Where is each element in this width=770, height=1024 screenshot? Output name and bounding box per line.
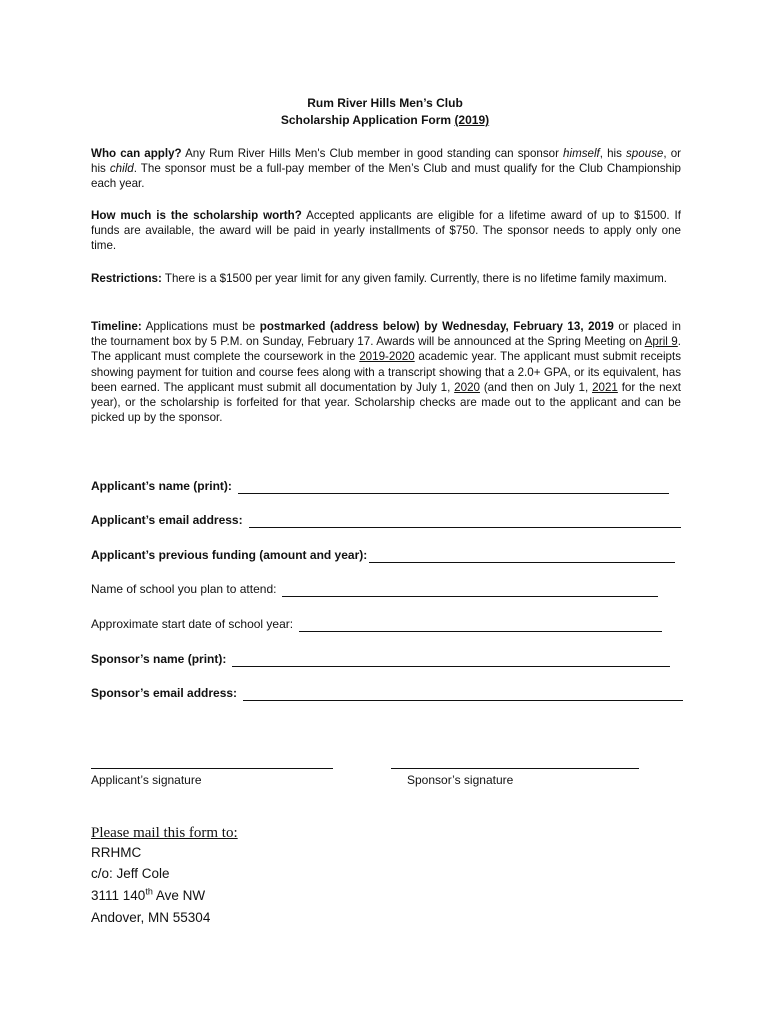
scholarship-worth-paragraph xyxy=(91,208,681,254)
previous-funding-line[interactable] xyxy=(369,550,675,563)
worth-text: Accepted applicants are eligible for a lifetime award of up to $1500. If funds are available, the award will be paid in yearly installments of $750. The sponsor needs to apply only one time. xyxy=(91,209,681,253)
school-label: Name of school you plan to attend: xyxy=(91,582,277,596)
form-title-text: Scholarship Application Form xyxy=(280,113,455,127)
applicant-name-label: Applicant’s name (print): xyxy=(91,479,232,493)
timeline-years: 2019-2020 xyxy=(359,350,415,364)
timeline-2020: 2020 xyxy=(454,380,480,394)
timeline-text-6: for the next year), or the scholarship is forfeited for that year. Scholarship checks are made out to the applicant and can be picked up by the sponsor. xyxy=(91,380,681,425)
timeline-deadline: postmarked (address below) by Wednesday, February 13, 2019 xyxy=(259,320,614,333)
sponsor-name-line[interactable] xyxy=(232,654,670,667)
timeline-label: Timeline: xyxy=(91,320,142,333)
sponsor-name-label: Sponsor’s name (print): xyxy=(91,652,227,666)
sponsor-signature-label: Sponsor’s signature xyxy=(407,773,514,787)
timeline-text-1: Applications must be xyxy=(141,320,260,333)
restrictions-text: There is a $1500 per year limit for any given family. Currently, there is no lifetime family maximum. xyxy=(161,272,668,285)
sponsor-signature-line[interactable] xyxy=(391,768,639,769)
who-text-2: , his xyxy=(599,147,626,160)
school-field[interactable] xyxy=(91,581,681,597)
street-number: 3111 140 xyxy=(91,888,146,903)
sponsor-email-line[interactable] xyxy=(243,688,683,701)
applicant-email-line[interactable] xyxy=(249,515,681,528)
who-label: Who can apply? xyxy=(91,147,182,160)
who-spouse: spouse xyxy=(626,147,664,160)
applicant-email-label: Applicant’s email address: xyxy=(91,513,243,527)
street-suffix: th xyxy=(145,886,153,897)
timeline-text-2: or placed in the tournament box by 5 P.M. on Sunday, February 17. Awards will be announced at the Spring Meeting on xyxy=(91,320,681,349)
who-himself: himself xyxy=(563,147,600,160)
start-date-label: Approximate start date of school year: xyxy=(91,617,294,631)
restrictions-paragraph xyxy=(91,271,681,286)
worth-label: How much is the scholarship worth? xyxy=(91,209,302,222)
previous-funding-label: Applicant’s previous funding (amount and year): xyxy=(91,548,368,562)
sponsor-email-label: Sponsor’s email address: xyxy=(91,686,238,700)
form-title xyxy=(0,112,770,128)
restrictions-label: Restrictions: xyxy=(91,272,162,285)
address-street xyxy=(91,887,205,905)
start-date-field[interactable] xyxy=(91,616,681,632)
sponsor-email-field[interactable] xyxy=(91,685,681,701)
applicant-name-line[interactable] xyxy=(238,481,669,494)
timeline-text-5: (and then on July 1, xyxy=(479,380,593,394)
mail-heading: Please mail this form to: xyxy=(91,825,238,841)
address-line-1: RRHMC xyxy=(91,845,142,860)
sponsor-name-field[interactable] xyxy=(91,651,681,667)
form-year: (2019) xyxy=(454,113,490,127)
address-city: Andover, MN 55304 xyxy=(91,910,211,925)
who-child: child xyxy=(109,162,134,176)
applicant-signature-label: Applicant’s signature xyxy=(91,773,202,787)
who-can-apply-paragraph xyxy=(91,146,681,192)
who-text-3: , or his xyxy=(91,147,682,176)
timeline-april: April 9 xyxy=(644,335,678,349)
applicant-signature-line[interactable] xyxy=(91,768,333,769)
timeline-2021: 2021 xyxy=(592,380,618,394)
previous-funding-field[interactable] xyxy=(91,547,681,563)
street-name: Ave NW xyxy=(152,888,206,903)
timeline-text-4: academic year. The applicant must submit receipts showing payment for tuition and course fees along with a transcript showing that a 2.0+ GPA, or its equivalent, has been earned. The applicant must submit all documentation by July 1, xyxy=(91,350,681,394)
who-text-1: Any Rum River Hills Men's Club member in good standing can sponsor xyxy=(181,147,564,160)
timeline-paragraph xyxy=(91,319,681,425)
applicant-email-field[interactable] xyxy=(91,512,681,528)
address-line-2: c/o: Jeff Cole xyxy=(91,866,170,881)
timeline-text-3: . The applicant must complete the coursework in the xyxy=(91,335,681,364)
start-date-line[interactable] xyxy=(299,619,662,632)
applicant-name-field[interactable] xyxy=(91,478,681,494)
org-title: Rum River Hills Men’s Club xyxy=(307,96,463,110)
school-line[interactable] xyxy=(282,584,658,597)
who-text-4: . The sponsor must be a full-pay member of the Men’s Club and must qualify for the Club Championship each year. xyxy=(91,162,682,191)
